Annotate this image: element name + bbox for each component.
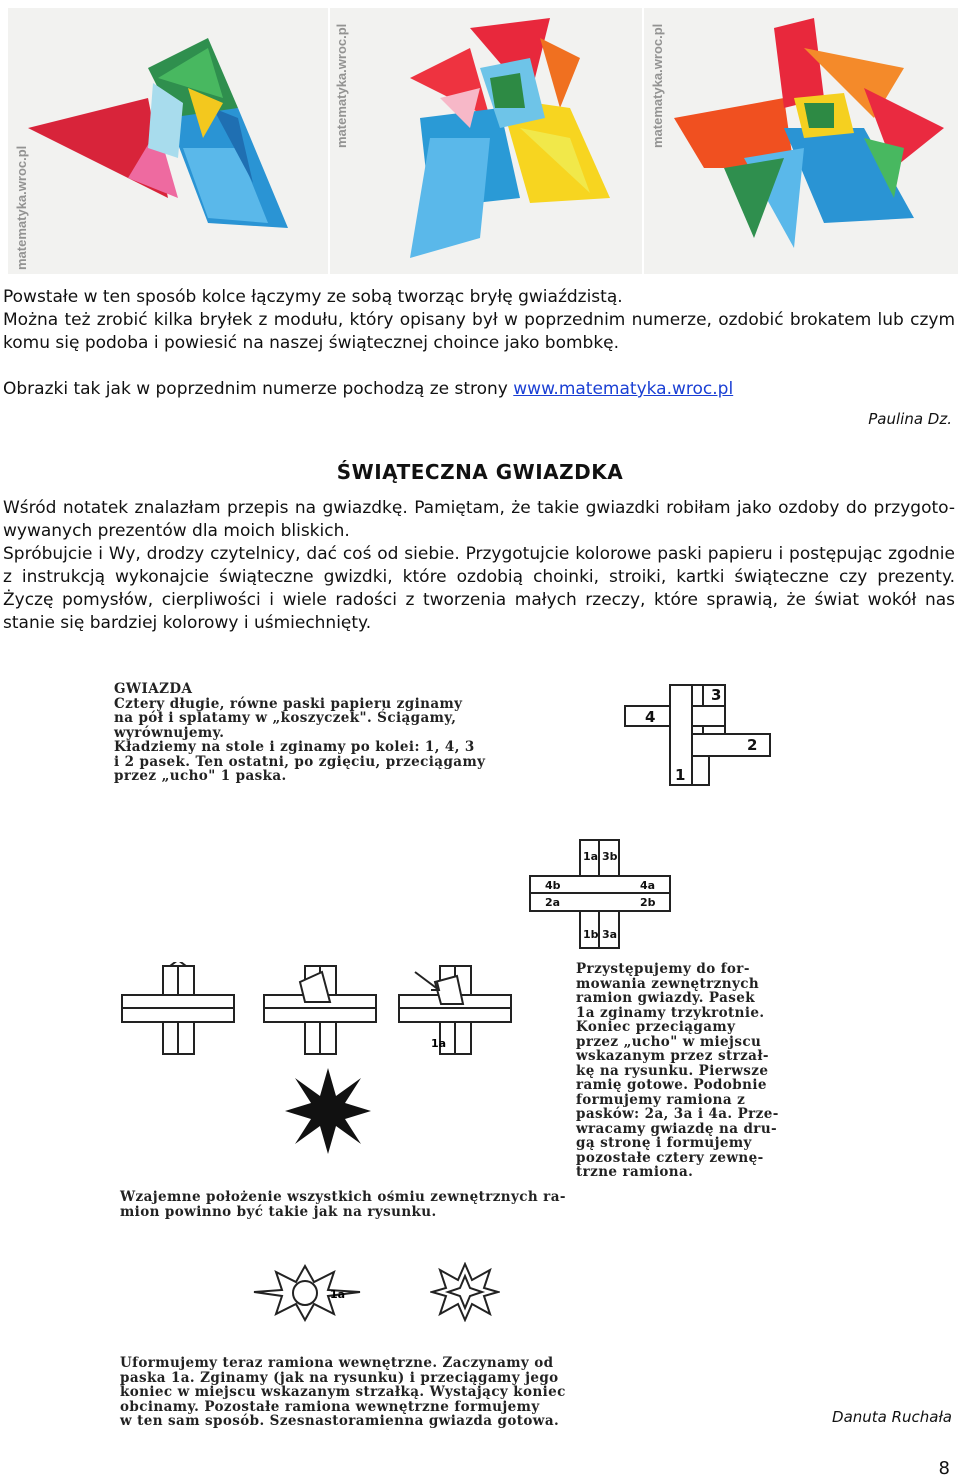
star-step-figure-2 [430,1262,500,1322]
eight-point-star-figure [283,1066,373,1156]
fig2-label-1a: 1a [583,850,599,863]
scan-text-block-1: GWIAZDA Cztery długie, równe paski papieru zginamy na pół i splatamy w „koszyczek". Ściągamy, wyrównujemy. Kładziemy na stole i zginamy po kolei: 1, 4, 3 i 2 pasek. Ten ostatni, po zgięciu, przeciągamy przez „ucho" 1 paska. [114,681,486,784]
author-danuta: Danuta Ruchała [832,1408,952,1426]
folding-step-figure-2 [260,962,380,1057]
intro-line-2: Można też zrobić kilka bryłek z modułu, który opisany był w poprzednim numerze, ozdobić brokatem lub czym komu się podoba i powiesić na naszej świątecznej choince jako bombkę. [3,310,955,353]
author-paulina: Paulina Dz. [868,410,952,428]
photo-watermark: matematyka.wroc.pl [650,23,665,148]
fig2-label-2b: 2b [640,896,656,909]
folding-step-figure-3 [395,962,515,1057]
intro-line-1: Powstałe w ten sposób kolce łączymy ze sobą tworząc bryłę gwiaździstą. [3,287,623,307]
page-number: 8 [938,1458,950,1479]
photo-watermark: matematyka.wroc.pl [334,23,349,148]
weave-figure-numbered [615,680,780,790]
fig1-label-4: 4 [645,708,656,726]
fig1-label-3: 3 [711,686,722,704]
source-link[interactable]: www.matematyka.wroc.pl [513,379,734,399]
origami-photo-2 [330,8,642,274]
scan-text-block-4: Uformujemy teraz ramiona wewnętrzne. Zaczynamy od paska 1a. Zginamy (jak na rysunku) i przeciągamy jego koniec w miejscu wskazanym strzałką. Wystający koniec obcinamy. Pozostałe ramiona wewnętrzne formujemy w ten sam sposób. Szesnastoramienna gwiazda gotowa. [120,1355,566,1429]
fig2-label-4b: 4b [545,879,561,892]
scan-text-block-3: Wzajemne położenie wszystkich ośmiu zewnętrznych ra- mion powinno być takie jak na rysunku. [120,1189,566,1220]
article-title: ŚWIĄTECZNA GWIAZDKA [336,460,624,484]
source-line [3,378,955,401]
scan-text-block-2: Przystępujemy do for- mowania zewnętrznych ramion gwiazdy. Pasek 1a zginamy trzykrotnie. Koniec przeciągamy przez „ucho" w miejscu wskazanym przez strzał- kę na rysunku. Pierwsze ramię gotowe. Podobnie formujemy ramiona z pasków: 2a, 3a i 4a. Prze- wracamy gwiazdę na dru- gą stronę i formujemy pozostałe cztery zewnę- trzne ramiona. [576,961,779,1180]
article-paragraph-1: Wśród notatek znalazłam przepis na gwiazdkę. Pamiętam, że takie gwiazdki robiłam jako ozdoby do przygoto-wywanych prezentów dla moich bliskich. [3,498,955,541]
fig1-label-2: 2 [747,736,758,754]
article-paragraph-2: Spróbujcie i Wy, drodzy czytelnicy, dać coś od siebie. Przygotujcie kolorowe paski papieru i postępując zgodnie z instrukcją wykonajcie świąteczne gwizdki, które ozdobią choinki, stroiki, kartki świąteczne czy prezenty. Życzę pomysłów, cierpliwości i wiele radości z tworzenia małych rzeczy, które sprawią, że świat wokół nas stanie się bardziej kolorowy i uśmiechnięty. [3,544,955,633]
fig2-label-4a: 4a [640,879,656,892]
fig-star-label-1a: 1a [330,1288,346,1301]
fig-step-label-1a: 1a [431,1037,447,1050]
origami-photo-3 [644,8,958,274]
photo-watermark: matematyka.wroc.pl [14,145,29,270]
fig2-label-2a: 2a [545,896,561,909]
fig1-label-1: 1 [675,766,686,784]
source-text: Obrazki tak jak w poprzednim numerze pochodzą ze strony [3,379,514,399]
fig2-label-1b: 1b [583,928,599,941]
star-step-figure-1 [250,1262,365,1322]
folding-step-figure-1 [118,962,238,1057]
weave-figure-labeled [525,838,675,950]
fig2-label-3b: 3b [602,850,618,863]
origami-photo-1 [8,8,328,274]
fig2-label-3a: 3a [602,928,618,941]
